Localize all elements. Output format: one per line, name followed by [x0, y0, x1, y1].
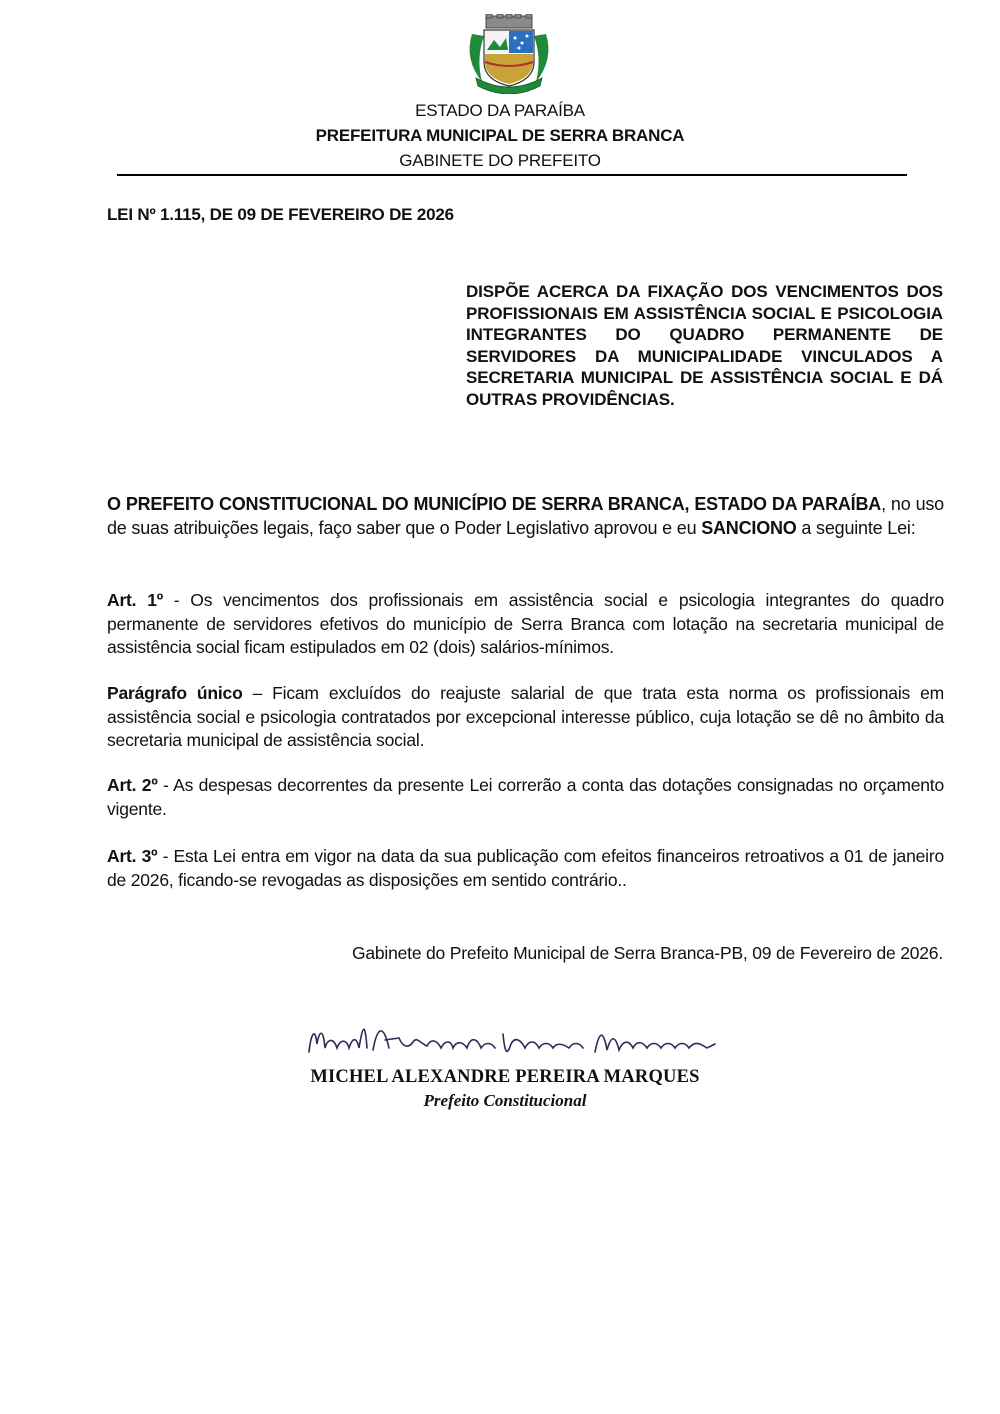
handwritten-signature-icon — [303, 1014, 723, 1064]
signatory-name: MICHEL ALEXANDRE PEREIRA MARQUES — [310, 1067, 700, 1087]
preamble-paragraph — [107, 493, 944, 540]
article-2-label: Art. 2º — [107, 775, 158, 795]
closing-place-date: Gabinete do Prefeito Municipal de Serra Branca-PB, 09 de Fevereiro de 2026. — [351, 943, 943, 963]
article-1-text: - Os vencimentos dos profissionais em assistência social e psicologia integrantes do quadro permanente de servidores efetivos do município de Serra Branca com lotação na secretaria municipal de assistência social ficam estipulados em 02 (dois) salários-mínimos. — [107, 590, 944, 657]
preamble-sanction: SANCIONO — [701, 517, 797, 538]
article-1 — [107, 589, 944, 660]
header-state: ESTADO DA PARAÍBA — [415, 101, 585, 120]
paragrafo-unico-text: – Ficam excluídos do reajuste salarial de que trata esta norma os profissionais em assistência social e psicologia contratados por excepcional interesse público, cuja lotação se dê no âmbito da secretaria municipal de assistência social. — [107, 683, 944, 750]
article-3 — [107, 845, 944, 892]
paragrafo-unico — [107, 682, 944, 753]
preamble-text-1: , no uso de suas atribuições legais, faço saber que o Poder Legislativo aprovou e eu — [107, 494, 944, 538]
law-title: LEI Nº 1.115, DE 09 DE FEVEREIRO DE 2026 — [107, 205, 454, 224]
header-office: GABINETE DO PREFEITO — [399, 151, 601, 170]
article-3-text: - Esta Lei entra em vigor na data da sua publicação com efeitos financeiros retroativos a 01 de janeiro de 2026, ficando-se revogadas as disposições em sentido contrário.. — [107, 846, 944, 890]
law-ementa: DISPÕE ACERCA DA FIXAÇÃO DOS VENCIMENTOS DOS PROFISSIONAIS EM ASSISTÊNCIA SOCIAL E PSICOLOGIA INTEGRANTES DO QUADRO PERMANENTE DE SERVIDORES DA MUNICIPALIDADE VINCULADOS A SECRETARIA MUNICIPAL DE ASSISTÊNCIA SOCIAL E DÁ OUTRAS PROVIDÊNCIAS. — [466, 282, 943, 409]
signatory-role: Prefeito Constitucional — [423, 1091, 587, 1110]
article-3-label: Art. 3º — [107, 846, 158, 866]
article-2 — [107, 774, 944, 821]
article-2-text: - As despesas decorrentes da presente Lei correrão a conta das dotações consignadas no orçamento vigente. — [107, 775, 944, 819]
preamble-authority: O PREFEITO CONSTITUCIONAL DO MUNICÍPIO DE SERRA BRANCA, ESTADO DA PARAÍBA — [107, 494, 882, 514]
header-prefecture: PREFEITURA MUNICIPAL DE SERRA BRANCA — [315, 126, 685, 145]
preamble-text-2: a seguinte Lei: — [796, 517, 916, 538]
header-divider — [117, 174, 907, 176]
article-1-label: Art. 1º — [107, 590, 163, 610]
paragrafo-unico-label: Parágrafo único — [107, 683, 243, 703]
municipal-crest-icon — [462, 14, 556, 94]
